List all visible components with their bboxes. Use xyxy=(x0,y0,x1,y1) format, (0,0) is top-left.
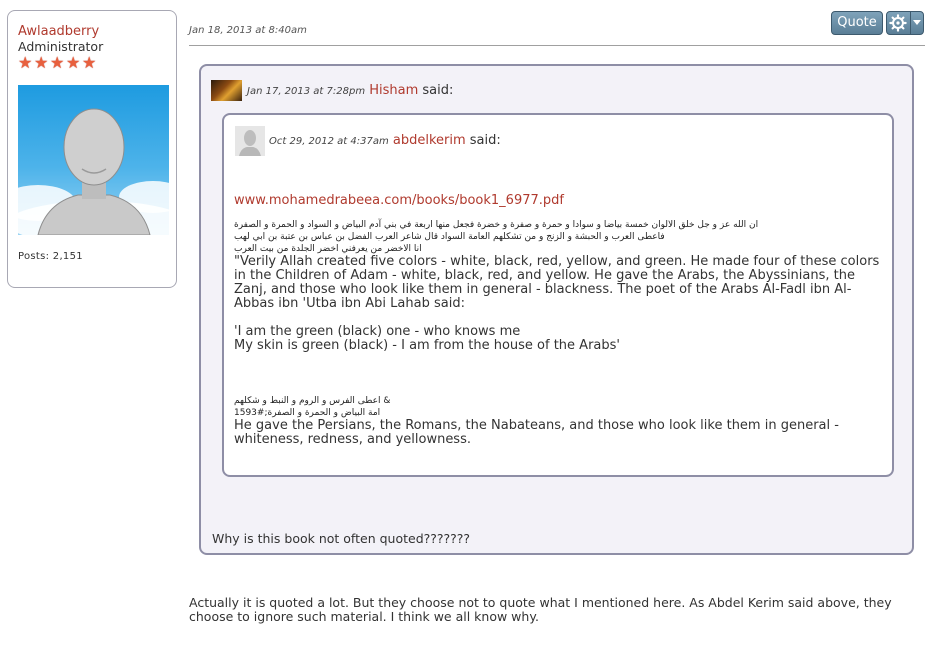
quote-block-inner xyxy=(222,113,894,477)
quote-author-link[interactable]: abdelkerim xyxy=(392,133,466,148)
rank-stars xyxy=(18,55,97,71)
quote-footer-text: Why is this book not often quoted??????? xyxy=(212,531,471,546)
default-avatar-icon xyxy=(235,126,265,156)
quote-body xyxy=(234,219,884,447)
options-menu-button[interactable] xyxy=(886,11,924,35)
quote-header xyxy=(247,83,453,98)
star-icon: ★ xyxy=(82,53,97,72)
quote-header xyxy=(269,133,501,148)
quote-date[interactable]: Jan 17, 2013 at 7:28pm xyxy=(247,86,366,97)
quote-block-outer xyxy=(199,64,914,555)
author-role: Administrator xyxy=(18,39,104,54)
quote-paragraph: "Verily Allah created five colors - white, black, red, yellow, and green. He made four of these colors in the Children of Adam - white, black, red, and yellow. He gave the Arabs, the Abyssinians, the Zanj, and those who look like them in general - blackness. The poet of the Arabs Al-Fadl ibn Al-Abbas ibn 'Utba ibn Abi Lahab said: xyxy=(234,254,880,311)
quoted-user-avatar[interactable] xyxy=(235,126,265,156)
star-icon: ★ xyxy=(34,53,49,72)
arabic-line: فاعطى العرب و الحبشة و الزنج و من تشكلهم العامة السواد قال شاعر العرب الفضل بن عباس بن عتبة بن ابي لهب xyxy=(234,232,665,242)
arabic-line: انا الاخضر من يعرفني اخضر الجلدة من بيت العرب xyxy=(234,244,422,254)
star-icon: ★ xyxy=(18,53,33,72)
star-icon: ★ xyxy=(50,53,65,72)
post-date[interactable]: Jan 18, 2013 at 8:40am xyxy=(189,25,307,36)
star-icon: ★ xyxy=(66,53,81,72)
poem-line: My skin is green (black) - I am from the house of the Arabs' xyxy=(234,338,620,353)
quote-date[interactable]: Oct 29, 2012 at 4:37am xyxy=(269,136,389,147)
quote-author-link[interactable]: Hisham xyxy=(369,83,419,98)
quote-said: said: xyxy=(422,83,454,98)
quote-paragraph: He gave the Persians, the Romans, the Nabateans, and those who look like them in general - whiteness, redness, and yellowness. xyxy=(234,418,839,447)
author-panel xyxy=(7,10,177,288)
post-body: Actually it is quoted a lot. But they choose not to quote what I mentioned here. As Abdel Kerim said above, they choose to ignore such material. I think we all know why. xyxy=(189,595,892,624)
arabic-line: امة البياض و الحمرة و الصفرة;#1593 xyxy=(234,408,381,418)
quoted-user-avatar[interactable] xyxy=(211,80,242,101)
default-avatar-icon xyxy=(18,85,169,235)
quote-button[interactable]: Quote xyxy=(831,11,883,35)
button-separator xyxy=(910,12,911,34)
quote-said: said: xyxy=(469,133,501,148)
chevron-down-icon xyxy=(913,20,921,25)
book-link[interactable]: www.mohamedrabeea.com/books/book1_6977.pdf xyxy=(234,193,564,208)
post-count: Posts: 2,151 xyxy=(18,251,83,262)
author-name[interactable]: Awlaadberry xyxy=(18,24,100,39)
post-divider xyxy=(189,45,925,46)
poem-line: 'I am the green (black) one - who knows me xyxy=(234,324,521,339)
arabic-line: ان الله عز و جل خلق الالوان خمسة بياضا و سوادا و حمرة و صفرة و خضرة فجعل منها اربعة في بني آدم البياض و السواد و الحمرة و الصفرة xyxy=(234,220,759,230)
gear-icon xyxy=(889,14,907,32)
author-avatar[interactable] xyxy=(18,85,169,235)
arabic-line: اعطى الفرس و الروم و النبط و شكلهم & xyxy=(234,396,391,406)
